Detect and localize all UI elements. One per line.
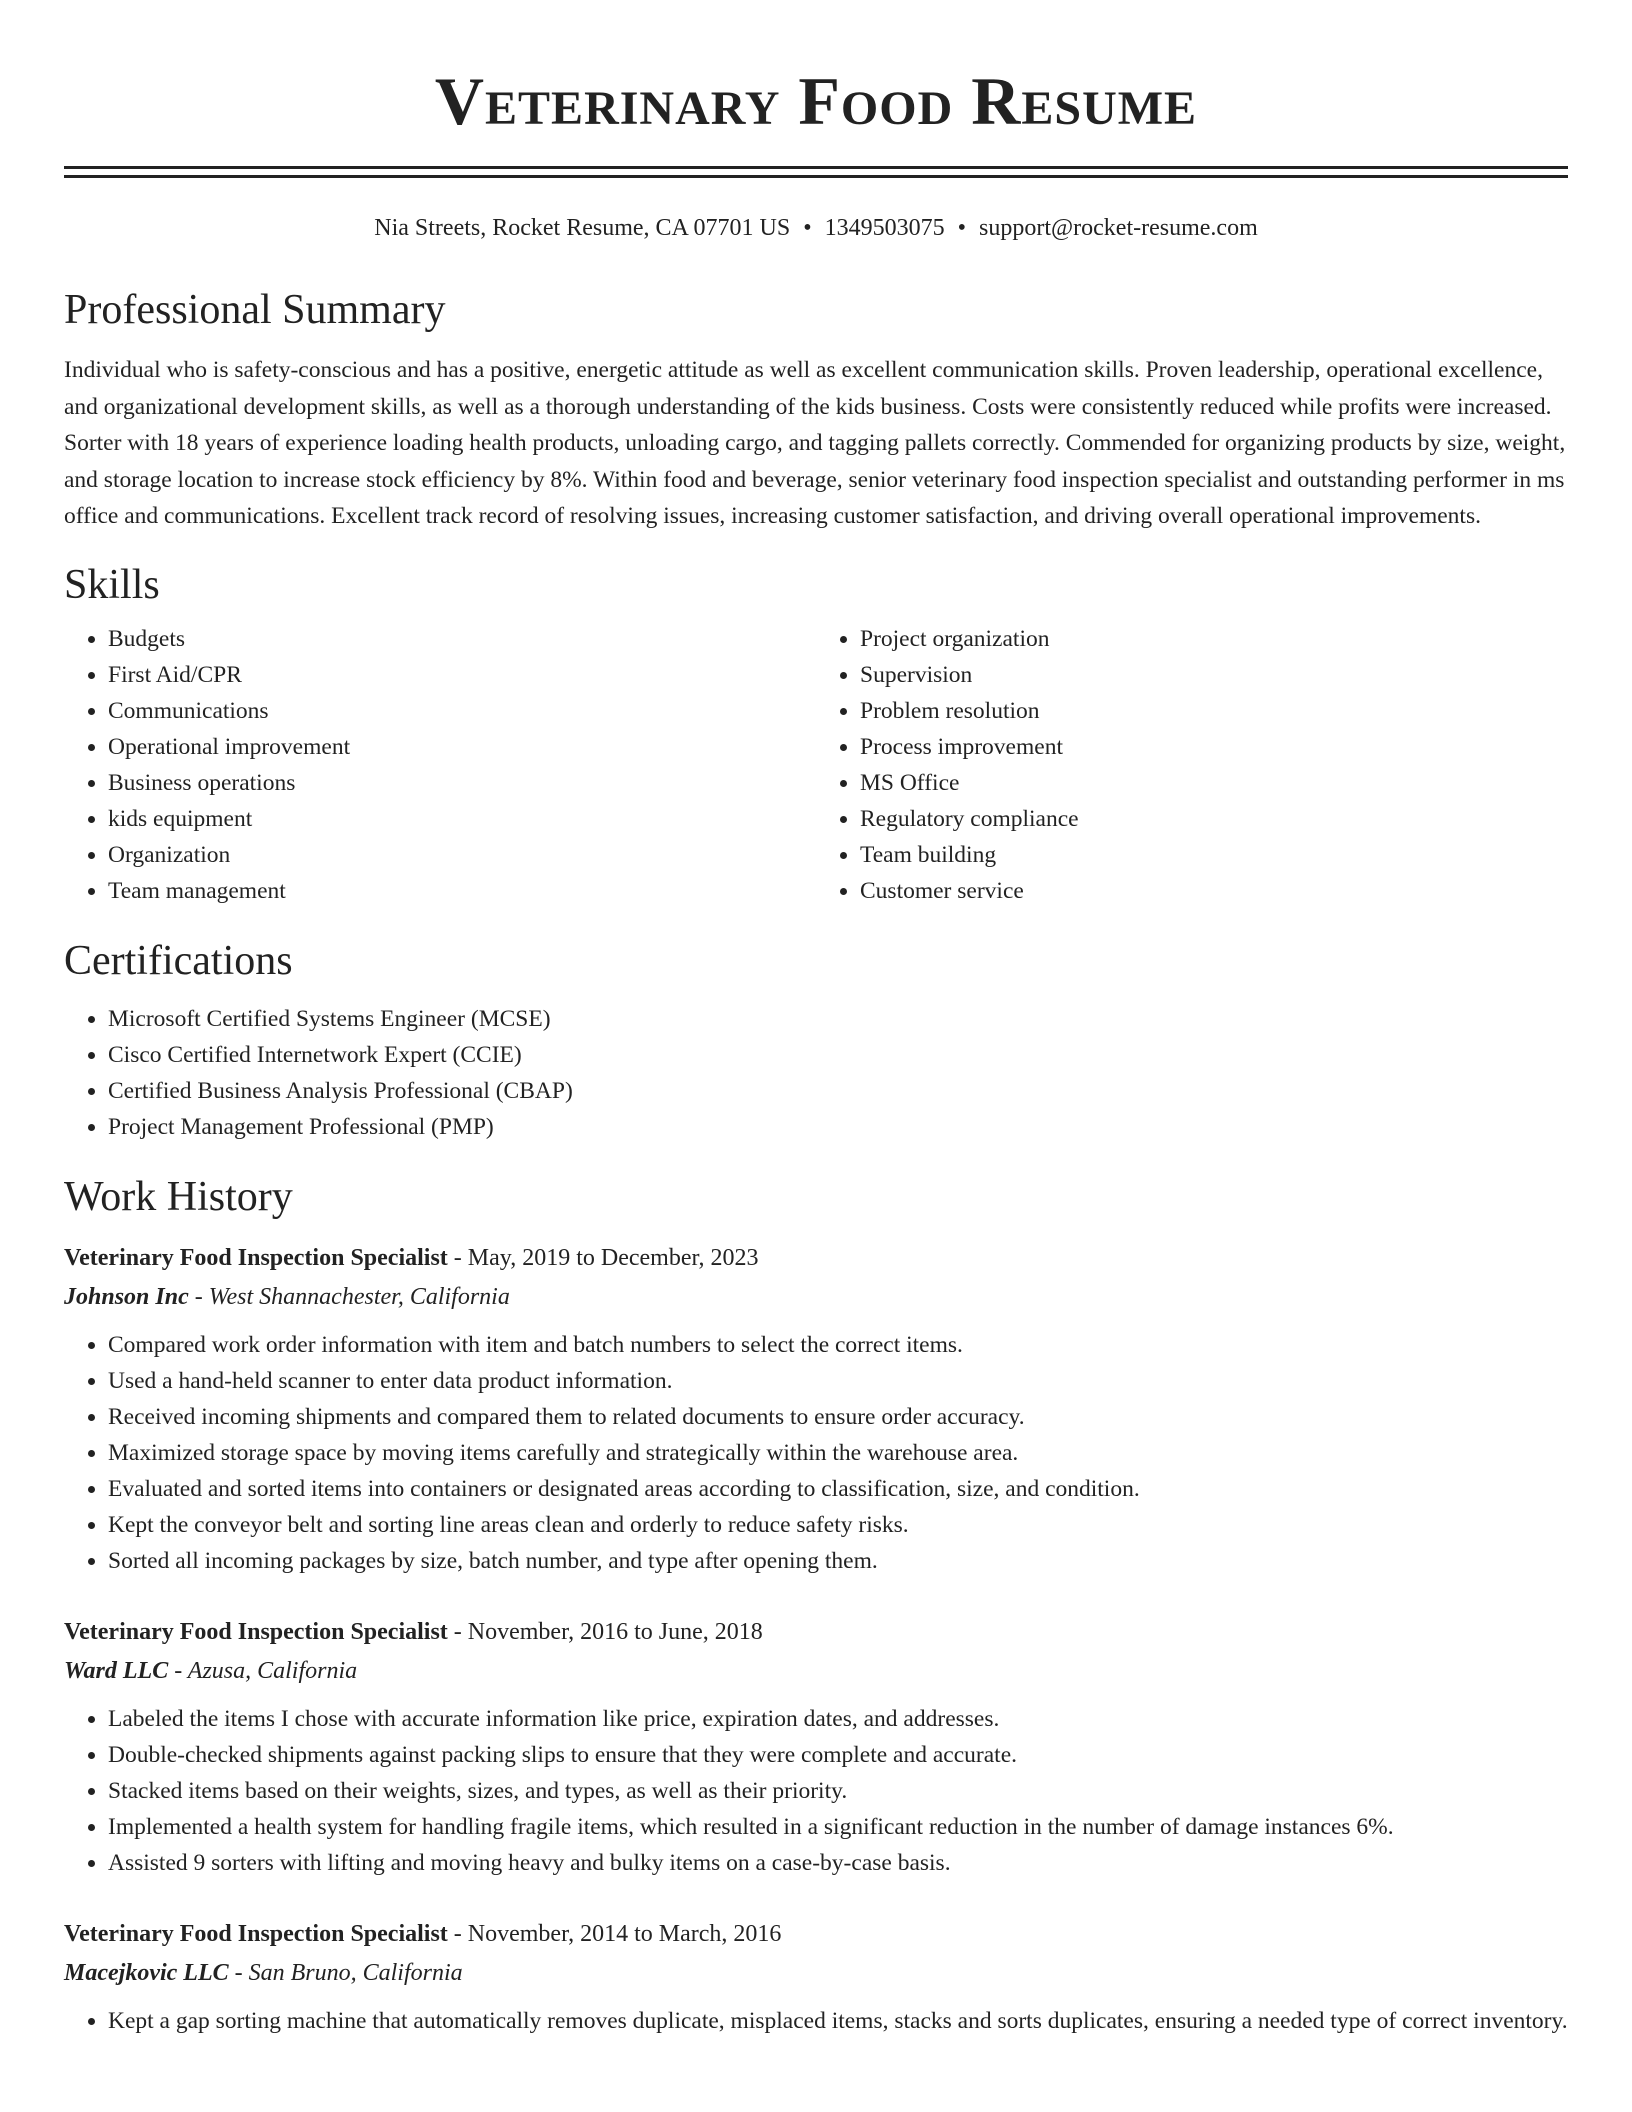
job-title-line: [64, 1239, 1568, 1278]
job-bullet: • Received incoming shipments and compared them to related documents to ensure order accuracy.: [108, 1399, 1568, 1435]
job-bullet: • Used a hand-held scanner to enter data product information.: [108, 1363, 1568, 1399]
skills-list-right: [816, 621, 1568, 909]
skill-item: • Process improvement: [860, 729, 1568, 765]
job-bullet: • Stacked items based on their weights, sizes, and types, as well as their priority.: [108, 1773, 1568, 1809]
skill-item: • Organization: [108, 837, 816, 873]
job-dates: - May, 2019 to December, 2023: [447, 1244, 759, 1271]
company-line: [64, 1954, 1568, 1993]
job-title-line: [64, 1915, 1568, 1954]
job-bullet: • Implemented a health system for handling fragile items, which resulted in a significant reduction in the number of damage instances 6%.: [108, 1809, 1568, 1845]
job-entry: [64, 1239, 1568, 1579]
job-bullets: [64, 1327, 1568, 1579]
title-divider-bottom: [64, 175, 1568, 178]
skill-item: • Team management: [108, 873, 816, 909]
job-title: Veterinary Food Inspection Specialist: [64, 1618, 448, 1645]
job-entry: [64, 1915, 1568, 2039]
job-bullets: [64, 1701, 1568, 1881]
certification-item: • Certified Business Analysis Professional (CBAP): [108, 1073, 1568, 1109]
skill-item: • Regulatory compliance: [860, 801, 1568, 837]
company-name: Johnson Inc: [64, 1283, 189, 1310]
job-bullet: • Sorted all incoming packages by size, batch number, and type after opening them.: [108, 1543, 1568, 1579]
job-bullet: • Double-checked shipments against packing slips to ensure that they were complete and accurate.: [108, 1737, 1568, 1773]
skill-item: • Supervision: [860, 657, 1568, 693]
work-history-heading: Work History: [64, 1173, 293, 1220]
company-location: - San Bruno, California: [228, 1959, 463, 1986]
skill-item: • Communications: [108, 693, 816, 729]
skill-item: • MS Office: [860, 765, 1568, 801]
contact-separator: •: [957, 215, 967, 241]
certifications-heading: Certifications: [64, 937, 293, 984]
certifications-list: [64, 1001, 1568, 1145]
company-name: Macejkovic LLC: [64, 1959, 229, 1986]
job-bullet: • Kept the conveyor belt and sorting line areas clean and orderly to reduce safety risks.: [108, 1507, 1568, 1543]
job-title: Veterinary Food Inspection Specialist: [64, 1244, 448, 1271]
job-title-line: [64, 1613, 1568, 1652]
skills-heading: Skills: [64, 561, 160, 608]
job-bullet: • Kept a gap sorting machine that automatically removes duplicate, misplaced items, stacks and sorts duplicates, ensuring a needed type of correct inventory.: [108, 2003, 1568, 2039]
skill-item: • kids equipment: [108, 801, 816, 837]
job-bullet: • Assisted 9 sorters with lifting and moving heavy and bulky items on a case-by-case basis.: [108, 1845, 1568, 1881]
company-location: - West Shannachester, California: [188, 1283, 510, 1310]
skill-item: • Business operations: [108, 765, 816, 801]
job-title: Veterinary Food Inspection Specialist: [64, 1920, 448, 1947]
contact-line: [64, 212, 1568, 244]
skills-list-left: [64, 621, 816, 909]
certification-item: • Project Management Professional (PMP): [108, 1109, 1568, 1145]
skill-item: • Budgets: [108, 621, 816, 657]
summary-heading: Professional Summary: [64, 287, 446, 333]
skill-item: • Team building: [860, 837, 1568, 873]
contact-separator: •: [803, 215, 812, 241]
company-name: Ward LLC: [64, 1657, 169, 1684]
contact-email: support@rocket-resume.com: [979, 215, 1258, 241]
certification-item: • Cisco Certified Internetwork Expert (CCIE): [108, 1037, 1568, 1073]
contact-phone: 1349503075: [824, 215, 945, 241]
job-dates: - November, 2014 to March, 2016: [447, 1920, 782, 1947]
skill-item: • Problem resolution: [860, 693, 1568, 729]
skills-columns: [64, 621, 1568, 909]
title-divider-top: [64, 166, 1568, 169]
company-line: [64, 1278, 1568, 1317]
resume-page: [64, 0, 1568, 2039]
job-bullets: [64, 2003, 1568, 2039]
job-bullet: • Evaluated and sorted items into containers or designated areas according to classification, size, and condition.: [108, 1471, 1568, 1507]
skill-item: • Operational improvement: [108, 729, 816, 765]
company-location: - Azusa, California: [168, 1657, 358, 1684]
summary-text: Individual who is safety-conscious and has a positive, energetic attitude as well as excellent communication skills. Proven leadership, operational excellence, and organizational development skills, as well as a thorough understanding of the kids business. Costs were consistently reduced while profits were increased. Sorter with 18 years of experience loading health products, unloading cargo, and tagging pallets correctly. Commended for organizing products by size, weight, and storage location to increase stock efficiency by 8%. Within food and beverage, senior veterinary food inspection specialist and outstanding performer in ms office and communications. Excellent track record of resolving issues, increasing customer satisfaction, and driving overall operational improvements.: [64, 357, 1566, 530]
contact-address: Nia Streets, Rocket Resume, CA 07701 US: [374, 215, 791, 241]
resume-title: Veterinary Food Resume: [434, 63, 1198, 139]
skill-item: • First Aid/CPR: [108, 657, 816, 693]
job-bullet: • Labeled the items I chose with accurate information like price, expiration dates, and addresses.: [108, 1701, 1568, 1737]
skill-item: • Project organization: [860, 621, 1568, 657]
job-entry: [64, 1613, 1568, 1881]
job-dates: - November, 2016 to June, 2018: [447, 1618, 763, 1645]
company-line: [64, 1652, 1568, 1691]
job-bullet: • Maximized storage space by moving items carefully and strategically within the warehouse area.: [108, 1435, 1568, 1471]
job-bullet: • Compared work order information with item and batch numbers to select the correct items.: [108, 1327, 1568, 1363]
certification-item: • Microsoft Certified Systems Engineer (MCSE): [108, 1001, 1568, 1037]
skill-item: • Customer service: [860, 873, 1568, 909]
